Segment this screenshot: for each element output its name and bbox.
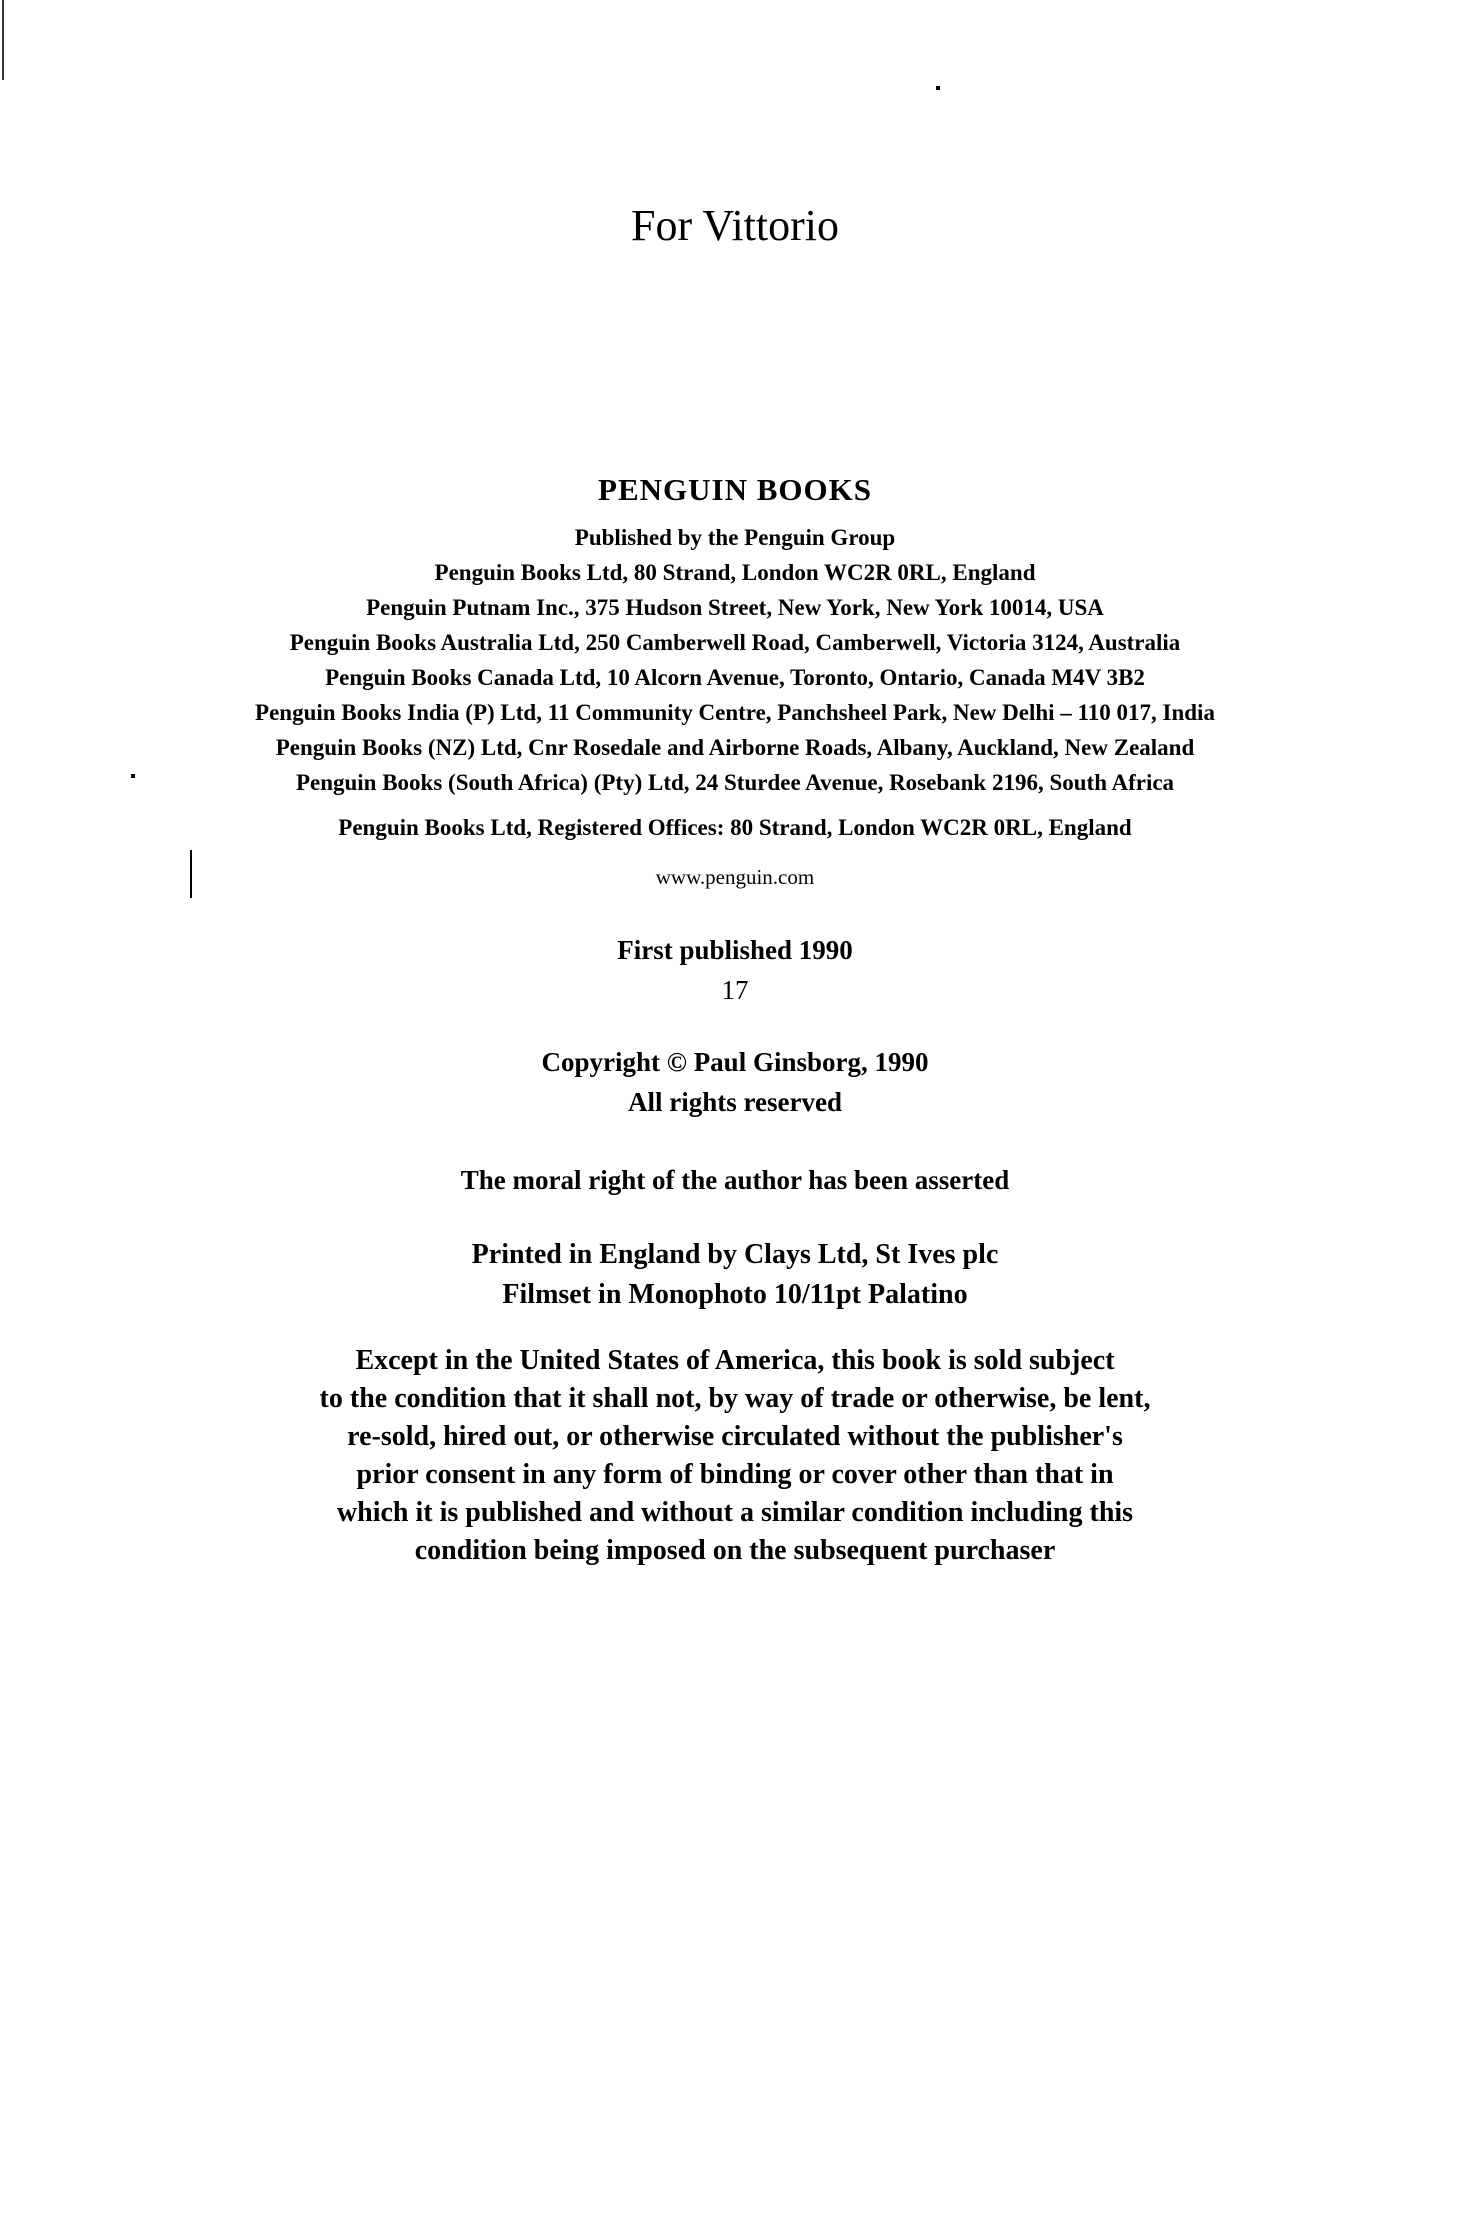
legal-line: which it is published and without a similar condition including this [336, 1497, 1134, 1528]
address-line: Penguin Books (South Africa) (Pty) Ltd, 24 Sturdee Avenue, Rosebank 2196, South Africa [295, 770, 1175, 795]
address-line: Penguin Books (NZ) Ltd, Cnr Rosedale and Airborne Roads, Albany, Auckland, New Zealand [275, 735, 1195, 760]
legal-line: re-sold, hired out, or otherwise circulated without the publisher's [347, 1421, 1123, 1452]
dedication: For Vittorio [630, 201, 839, 250]
scan-artifact [936, 86, 940, 90]
address-line: Published by the Penguin Group [574, 525, 896, 550]
address-line: Penguin Books India (P) Ltd, 11 Community Centre, Panchsheel Park, New Delhi – 110 017, India [255, 700, 1215, 725]
address-line: Penguin Books Australia Ltd, 250 Camberwell Road, Camberwell, Victoria 3124, Australia [289, 630, 1181, 655]
address-line: Penguin Books Canada Ltd, 10 Alcorn Avenue, Toronto, Ontario, Canada M4V 3B2 [325, 665, 1145, 690]
moral-right: The moral right of the author has been asserted [460, 1165, 1010, 1195]
first-published: First published 1990 [617, 935, 853, 965]
printer: Printed in England by Clays Ltd, St Ives plc [471, 1239, 999, 1270]
website: www.penguin.com [655, 865, 815, 889]
address-line: Penguin Putnam Inc., 375 Hudson Street, New York, New York 10014, USA [366, 595, 1104, 620]
legal-line: condition being imposed on the subsequent purchaser [414, 1535, 1056, 1566]
copyright-line: Copyright © Paul Ginsborg, 1990 [541, 1047, 929, 1077]
publisher-name: PENGUIN BOOKS [598, 472, 872, 507]
legal-line: prior consent in any form of binding or cover other than that in [356, 1459, 1114, 1490]
filmset: Filmset in Monophoto 10/11pt Palatino [502, 1279, 968, 1310]
address-line: Penguin Books Ltd, 80 Strand, London WC2R 0RL, England [434, 560, 1036, 585]
printing-info [0, 1235, 1470, 1315]
legal-line: Except in the United States of America, this book is sold subject [355, 1345, 1115, 1376]
rights-reserved: All rights reserved [628, 1087, 842, 1117]
scan-artifact [190, 850, 192, 898]
legal-notice [0, 1342, 1470, 1570]
legal-line: to the condition that it shall not, by way of trade or otherwise, be lent, [319, 1383, 1151, 1414]
imprint [0, 930, 1470, 1010]
registered-offices: Penguin Books Ltd, Registered Offices: 80 Strand, London WC2R 0RL, England [338, 815, 1132, 840]
copyright [0, 1042, 1470, 1122]
scan-artifact [131, 774, 135, 778]
scan-artifact [2, 0, 4, 80]
publisher-addresses [0, 520, 1470, 800]
printing-number: 17 [721, 975, 749, 1005]
